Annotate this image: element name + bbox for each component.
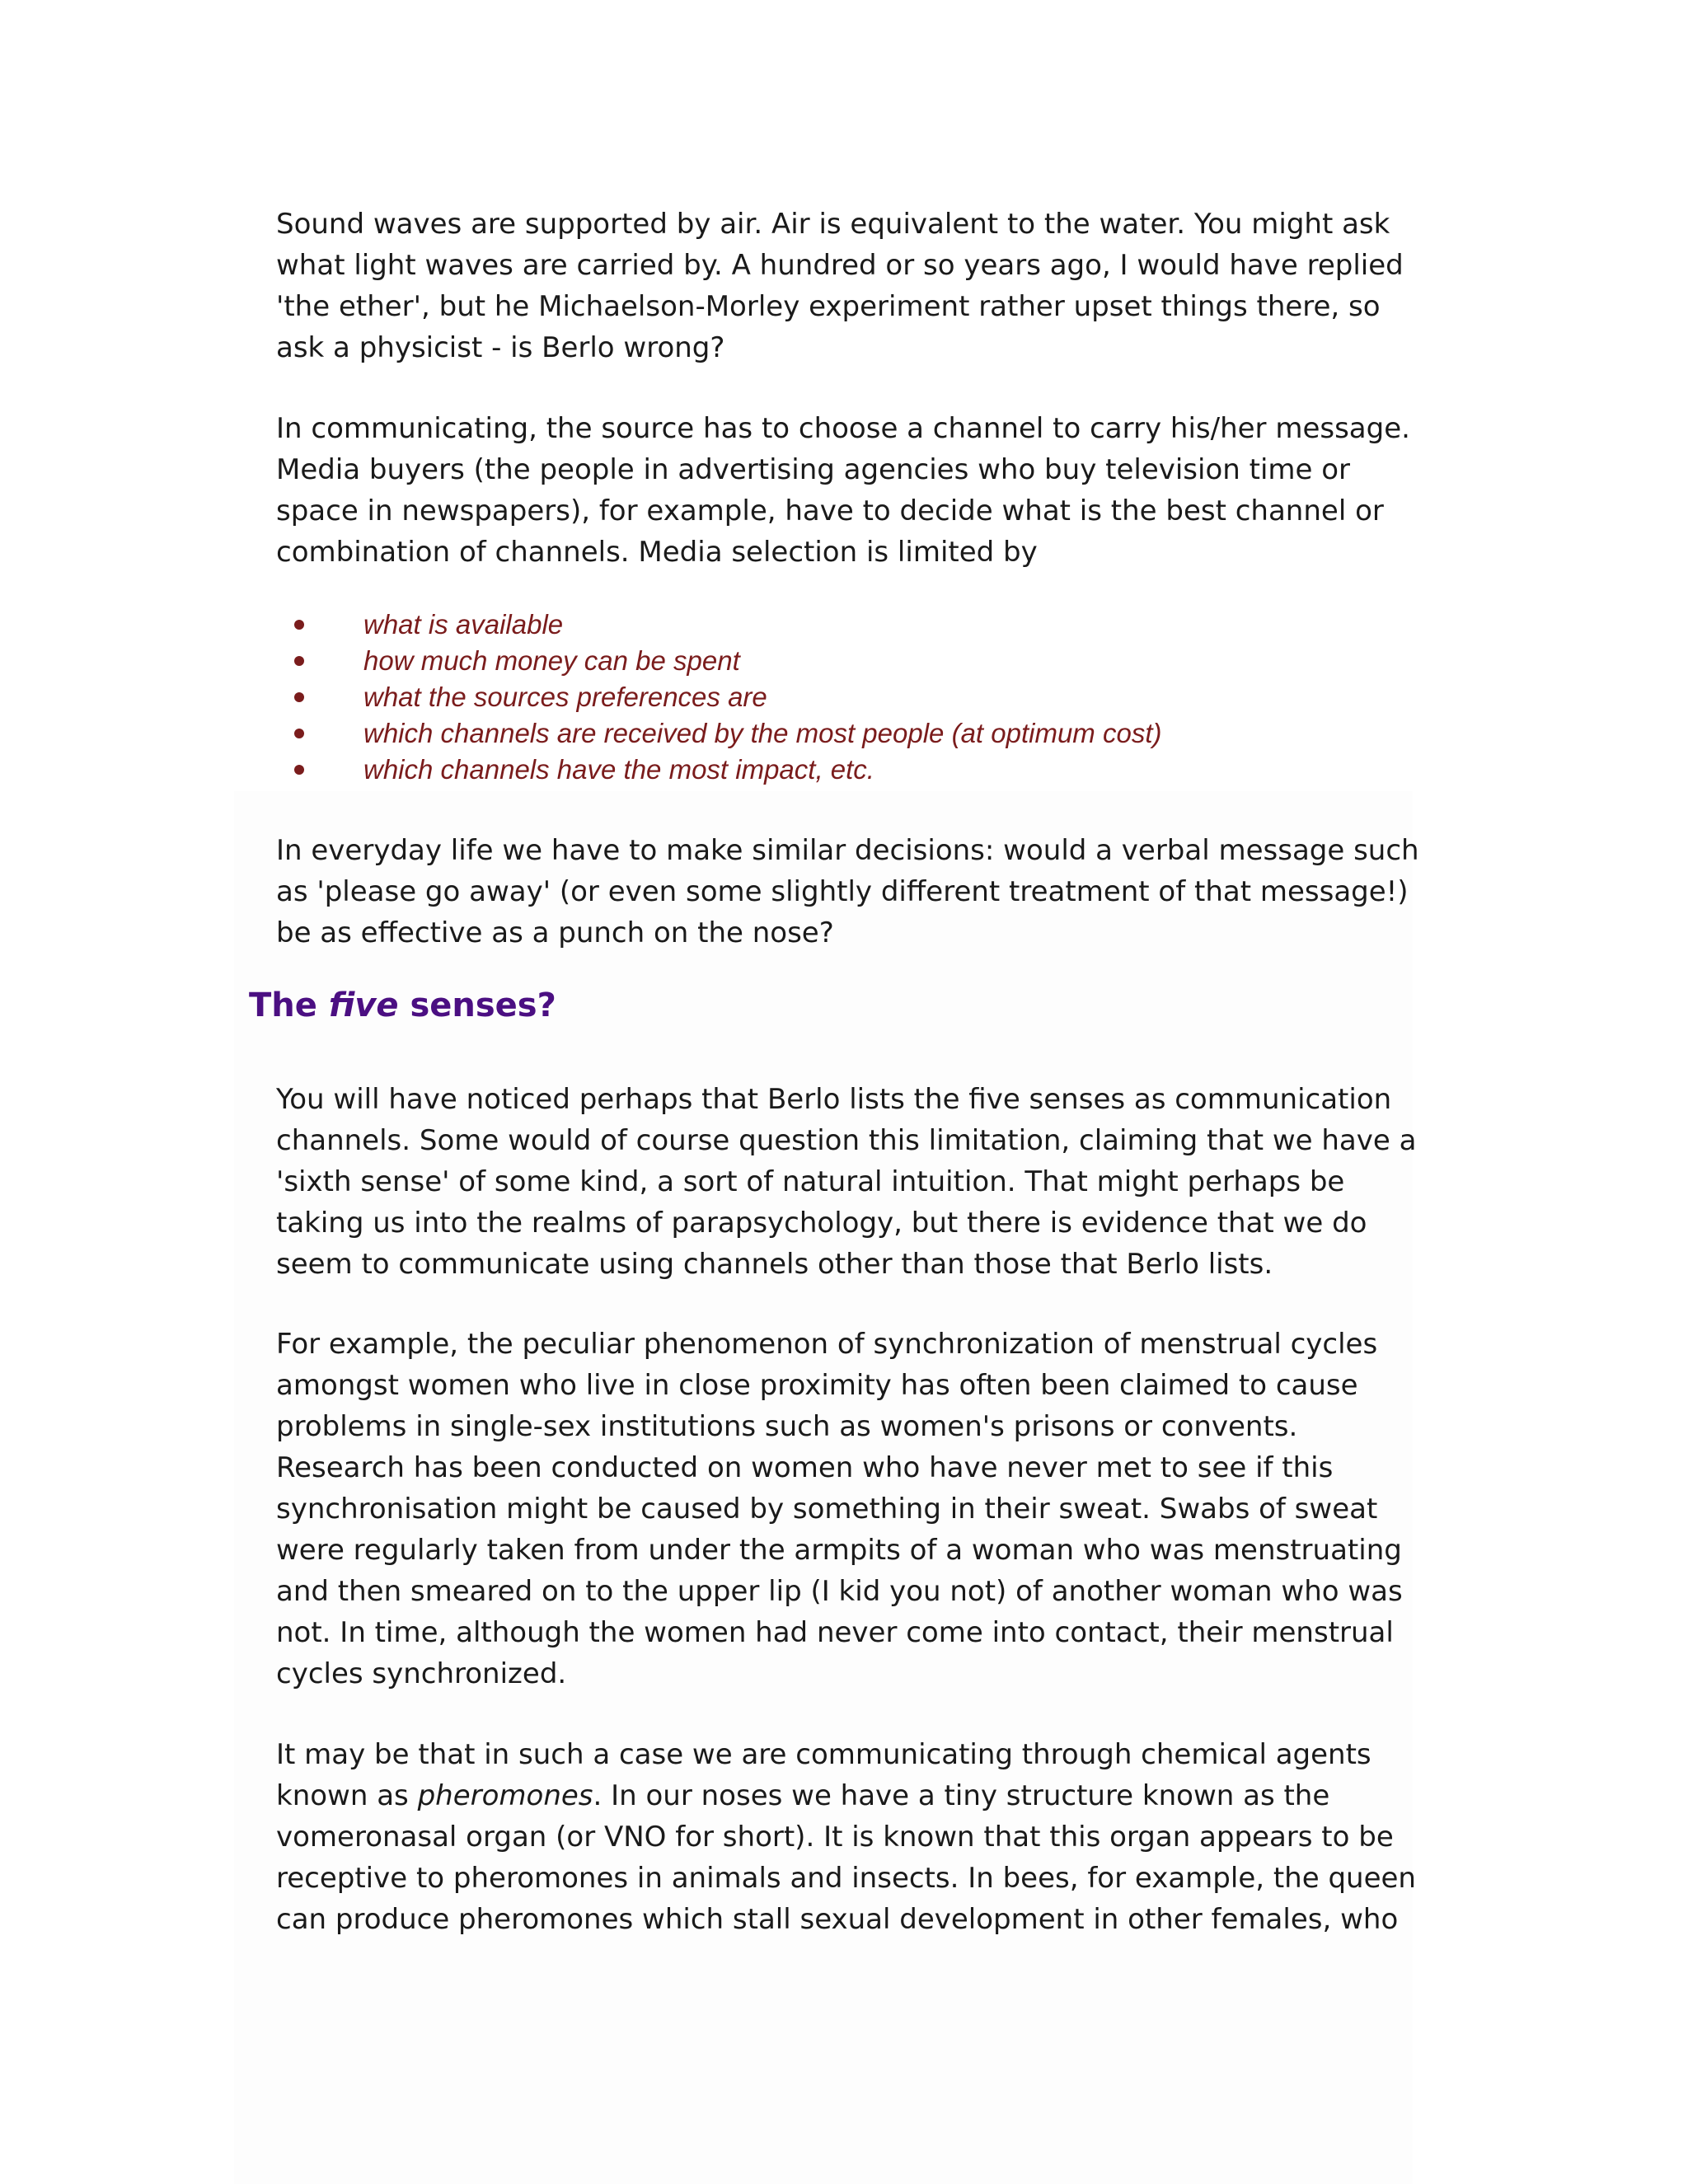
heading-emphasis: five [328,987,399,1024]
paragraph-pheromones [276,1734,1422,1940]
bullet-icon [294,729,304,738]
paragraph-text: . In our noses we have a tiny structure known as the vomeronasal organ (or VNO for short). It is known that this organ appears to be receptive to pheromones in animals and insects. In bees, for example, the queen can produce pheromones which stall sexual development in other females, who [276,1779,1416,1936]
paragraph-five-senses: You will have noticed perhaps that Berlo lists the five senses as communication channels. Some would of course question this limitation, claiming that we have a 'sixth sense' of some kind, a sort of natural intuition. That might perhaps be taking us into the realms of parapsychology, but there is evidence that we do seem to communicate using channels other than those that Berlo lists. [276,1083,1417,1281]
paragraph-everyday-life: In everyday life we have to make similar decisions: would a verbal message such as 'please go away' (or even some slightly different treatment of that message!) be as effective as a punch on the nose? [276,834,1419,949]
list-item-text: what the sources preferences are [363,682,767,712]
list-item [294,752,1283,788]
bullet-icon [294,656,304,666]
heading-text-after: senses? [398,987,556,1024]
section-heading-five-senses [249,982,556,1029]
paragraph-text: It may be that in such a case we are communicating through chemical agents known as [276,1738,1372,1812]
heading-text-before: The [249,987,329,1024]
list-item-text: what is available [363,609,564,640]
paragraph-sound-waves: Sound waves are supported by air. Air is equivalent to the water. You might ask what light waves are carried by. A hundred or so years ago, I would have replied 'the ether', but he Michaelson-Morley experiment rather upset things there, so ask a physicist - is Berlo wrong? [276,208,1404,364]
list-item [294,607,1283,643]
paragraph-menstrual-sync: For example, the peculiar phenomenon of synchronization of menstrual cycles amongst women who live in close proximity has often been claimed to cause problems in single-sex institutions such as women's prisons or convents. Research has been conducted on women who have never met to see if this synchronisation might be caused by something in their sweat. Swabs of sweat were regularly taken from under the armpits of a woman who was menstruating and then smeared on to the upper lip (I kid you not) of another woman who was not. In time, although the women had never come into contact, their menstrual cycles synchronized. [276,1328,1403,1690]
list-item [294,643,1283,679]
emphasis-pheromones: pheromones [417,1779,593,1812]
paragraph-media-buyers: In communicating, the source has to choose a channel to carry his/her message. Media buyers (the people in advertising agencies who buy television time or space in newspapers), for example, have to decide what is the best channel or combination of channels. Media selection is limited by [276,412,1410,569]
bullet-icon [294,765,304,775]
list-item-text: how much money can be spent [363,645,740,676]
list-item-text: which channels are received by the most people (at optimum cost) [363,718,1162,748]
list-item [294,715,1283,752]
list-item-text: which channels have the most impact, etc. [363,754,874,785]
bullet-icon [294,692,304,702]
bullet-icon [294,620,304,630]
list-item [294,679,1283,715]
media-selection-list [294,607,1283,788]
